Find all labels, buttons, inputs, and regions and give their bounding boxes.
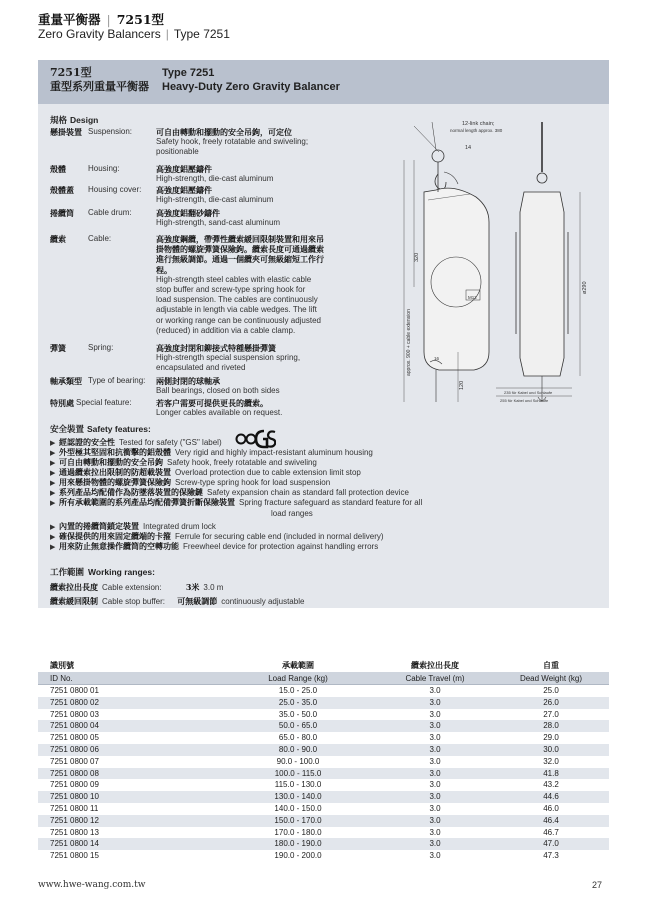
table-row [38,768,609,780]
feature-en: Screw-type spring hook for load suspension [175,478,331,487]
spec-value-cn: 高強度鋁翻砂鑄件 [156,208,220,218]
spec-value-cn: 高強度封閉和鉚接式特種懸掛彈簧 [156,343,276,353]
dim-m12: M12 [468,295,477,300]
safety-heading [50,423,151,435]
wr-label-en: Cable extension: [102,583,162,592]
spec-label-cn: 軸承類型 [50,376,82,386]
spec-label-en: Spring: [88,343,114,352]
table-cell: 7251 0800 12 [50,815,99,825]
table-cell: 7251 0800 11 [50,803,99,813]
spec-label-cn: 纜索 [50,234,66,244]
panel-header [38,60,609,104]
feature-cn: 用來懸掛物體的螺旋彈簧保險鉤 [59,477,171,487]
spec-label-en: Housing: [88,164,120,173]
bullet-arrow-icon: ▶ [50,524,56,531]
table-cell: 3.0 [429,792,441,802]
table-cell: 3.0 [429,827,441,837]
spec-value-cn: 掛物體的螺旋彈簧保險鉤。纜索長度可通過纜索 [156,244,324,255]
spec-value-en: High-strength, sand-cast aluminum [156,218,281,228]
table-cell: 41.8 [543,768,559,778]
feature-cn: 通過纜索拉出限制的防超載裝置 [59,467,171,477]
spec-label-cn: 特別處 [50,398,74,408]
front-housing [424,188,489,370]
table-cell: 7251 0800 15 [50,851,99,861]
table-row [38,803,609,815]
table-cell: 7251 0800 02 [50,697,99,707]
table-cell: 15.0 - 25.0 [278,686,318,695]
footer-url: www.hwe-wang.com.tw [38,880,146,890]
spec-value-cn: 程。 [156,264,172,275]
table-cell: 3.0 [429,709,441,719]
feature-en: Freewheel device for protection against handling errors [183,542,379,551]
spec-value [156,398,352,418]
wr-label-en: Cable stop buffer: [102,597,166,606]
feature-item [50,541,470,553]
feature-en: Overload protection due to cable extension limit stop [175,468,361,477]
spec-label-en: Suspension: [88,127,133,136]
table-row [38,744,609,756]
table-cell: 130.0 - 140.0 [274,792,322,802]
hook-eye [432,150,444,162]
table-cell: 3.0 [429,815,441,825]
table-cell: 29.0 [543,733,559,743]
spec-panel [38,60,609,608]
spec-label-cn: 捲纜筒 [50,208,74,218]
panel-header-en [162,66,340,94]
header-cn-line1: 7251型 [50,66,92,79]
table-cell: 3.0 [429,803,441,813]
table-cell: 7251 0800 08 [50,768,99,778]
table-cell: 7251 0800 04 [50,721,99,731]
table-cell: 90.0 - 100.0 [276,756,320,766]
spec-row-suspension [50,127,360,157]
spec-value-en: Safety hook, freely rotatable and swiveling; [156,137,309,147]
feature-cn: 經認證的安全性 [59,437,115,447]
spec-value-cn: 兩側封閉的球軸承 [156,376,220,386]
working-ranges-heading-en: Working ranges: [88,567,155,577]
page-number: 27 [592,880,603,890]
bullet-arrow-icon: ▶ [50,534,56,541]
spec-value-cn: 進行無級調節。通過一個纜夾可無級縮短工作行 [156,254,324,265]
table-cell: 3.0 [429,697,441,707]
spec-value-en: encapsulated and riveted [156,363,246,373]
table-cell: 7251 0800 10 [50,792,99,802]
panel-header-cn [50,66,149,94]
wr-label-cn: 纜索拉出長度 [50,582,98,592]
feature-en: Ferrule for securing cable end (included in normal delivery) [175,532,384,541]
table-cell: 27.0 [543,709,559,719]
header-cn-line2: 重型系列重量平衡器 [50,80,149,93]
dim-16: 16 [434,356,440,361]
feature-en: Spring fracture safeguard as standard feature for all [239,498,423,507]
title-model-cn: 7251型 [116,12,165,27]
table-row [38,685,609,697]
table-cell: 44.6 [543,792,559,802]
spec-value-en: High-strength, die-cast aluminum [156,174,274,184]
table-cell: 3.0 [429,839,441,849]
table-row [38,791,609,803]
feature-cn: 確保提供的用來固定纜端的卡箍 [59,531,171,541]
header-cell: 自重 [543,660,559,670]
spec-value-cn: 高強度鋁壓鑄件 [156,185,212,195]
table-header-en [38,672,609,685]
bullet-arrow-icon: ▶ [50,500,56,507]
table-cell: 43.2 [543,780,559,790]
table-cell: 150.0 - 170.0 [274,815,322,825]
safety-heading-en: Safety features: [87,424,151,434]
spec-value [156,185,352,205]
table-cell: 80.0 - 90.0 [278,744,318,754]
table-cell: 3.0 [429,721,441,731]
table-cell: 3.0 [429,851,441,861]
table-row [38,709,609,721]
table-cell: 7251 0800 05 [50,733,99,743]
spec-value [156,234,352,336]
table-cell: 32.0 [543,756,559,766]
spec-value-cn: 可自由轉動和擺動的安全吊鉤，可定位 [156,127,292,137]
table-cell: 7251 0800 14 [50,839,99,849]
dim-cable-extension: approx. 900 + cable extension [406,309,412,376]
title-separator-en: | [165,27,169,41]
bullet-arrow-icon: ▶ [50,440,56,447]
spec-value-cn: 若客户需要可提供更長的纜索。 [156,398,268,408]
table-cell: 3.0 [429,744,441,754]
spec-value-en: positionable [156,147,199,157]
working-range-row [50,596,304,607]
spec-value-en: or working range can be continuously adjusted [156,315,321,325]
table-row [38,732,609,744]
spec-value-en: load suspension. The cables are continuously [156,295,318,305]
feature-en: Tested for safety ("GS" label) [119,438,222,447]
bullet-arrow-icon: ▶ [50,544,56,551]
title-cn-text: 重量平衡器 [38,12,101,27]
table-cell: 46.4 [543,815,559,825]
table-cell: 25.0 [543,686,559,695]
spec-value [156,376,352,396]
wr-label-cn: 纜索緩回限制 [50,596,98,606]
suspension-hook [435,162,446,189]
table-row [38,779,609,791]
header-cell: Cable Travel (m) [405,674,465,683]
table-cell: 3.0 [429,768,441,778]
table-cell: 26.0 [543,697,559,707]
table-body [38,685,609,862]
table-cell: 7251 0800 09 [50,780,99,790]
design-heading [50,114,98,126]
spec-label-en: Housing cover: [88,185,142,194]
spec-value [156,208,352,228]
working-ranges-heading [50,566,155,578]
spec-value-cn: 高強度鋁壓鑄件 [156,164,212,174]
design-heading-en: Design [70,115,99,125]
feature-en: Integrated drum lock [143,522,216,531]
title-model-en: Type 7251 [173,27,230,41]
bullet-arrow-icon: ▶ [50,490,56,497]
table-row [38,697,609,709]
side-housing [520,192,564,376]
dim-290: ø290 [582,281,588,294]
bullet-arrow-icon: ▶ [50,480,56,487]
table-cell: 3.0 [429,733,441,743]
wr-value-en: 3.0 m [203,583,224,592]
feature-en: Very rigid and highly impact-resistant aluminum housing [175,448,373,457]
header-cell: 承載範圍 [282,660,314,670]
table-header-cn [38,658,609,672]
table-cell: 3.0 [429,756,441,766]
feature-cn: 可自由轉動和擺動的安全吊鉤 [59,457,163,467]
feature-cn: 外型極其堅固和抗衝擊的鋁殼體 [59,447,171,457]
table-cell: 50.0 - 65.0 [278,721,318,731]
header-en-line1: Type 7251 [162,67,215,79]
table-row [38,827,609,839]
feature-cn: 系列產品均配備作為防墜落裝置的保險鏈 [59,487,203,497]
dim-14: 14 [465,145,472,151]
spec-value-cn: 高強度鋼纜，帶彈性纜索緩回限制裝置和用來吊 [156,234,324,244]
dim-235: 235 für Kabel und Schlaufe [504,390,553,395]
feature-cn: 內置的捲纜筒鎖定裝置 [59,521,139,531]
header-cell: Dead Weight (kg) [519,674,583,683]
table-row [38,850,609,862]
page-title-en [38,27,230,41]
table-cell: 30.0 [543,744,559,754]
spec-label-en: Special feature: [76,398,132,407]
spec-label-cn: 彈簧 [50,343,66,353]
table-cell: 35.0 - 50.0 [278,709,318,719]
dim-120: 120 [459,380,465,390]
feature-en: Safety expansion chain as standard fall protection device [207,488,409,497]
header-cell: 纜索拉出長度 [411,660,459,670]
feature-cn: 所有承載範圍的系列產品均配備彈簧折斷保險裝置 [59,497,235,507]
spec-value-en: adjustable in length via cable wedges. The lift [156,305,317,315]
title-separator: | [106,12,111,27]
side-view [516,122,580,402]
wr-value-cn: 可無級調節 [177,596,218,606]
table-cell: 47.3 [543,851,559,861]
bullet-arrow-icon: ▶ [50,450,56,457]
table-cell: 25.0 - 35.0 [278,697,318,707]
spec-value [156,164,352,184]
header-en-line2: Heavy-Duty Zero Gravity Balancer [162,81,340,93]
safety-heading-cn: 安全裝置 [50,425,85,435]
spec-label-en: Cable: [88,234,112,243]
spec-label-cn: 殼體 [50,164,66,174]
page-title-cn [38,10,164,28]
table-cell: 7251 0800 06 [50,744,99,754]
spec-value-en: High-strength, die-cast aluminum [156,195,274,205]
table-cell: 46.7 [543,827,559,837]
table-row [38,815,609,827]
table-cell: 7251 0800 03 [50,709,99,719]
dim-255: 255 für Kabel und Schlaufe [500,398,549,402]
header-cell: Load Range (kg) [268,674,328,683]
table-row [38,720,609,732]
table-cell: 46.0 [543,803,559,813]
spec-label-cn: 殼體蓋 [50,185,74,195]
spec-value-en: Longer cables available on request. [156,408,283,418]
table-cell: 47.0 [543,839,559,849]
table-cell: 7251 0800 13 [50,827,99,837]
working-range-row [50,582,223,593]
model-table [38,658,609,862]
table-cell: 28.0 [543,721,559,731]
wr-value-en: continuously adjustable [221,597,305,606]
title-en-text: Zero Gravity Balancers [38,27,161,41]
chain-note-2: normal length approx. 380 [450,128,503,133]
spec-value [156,127,352,158]
wr-value-cn: 3米 [185,582,200,592]
feature-cn: 用來防止無意操作纜筒的空轉功能 [59,541,179,551]
spec-value-en: stop buffer and screw-type spring hook for [156,285,306,295]
spec-value-en: Ball bearings, closed on both sides [156,386,280,396]
table-cell: 100.0 - 115.0 [274,768,322,778]
balancer-technical-drawing [354,112,604,402]
table-cell: 7251 0800 01 [50,686,99,695]
feature-item [50,497,470,519]
bullet-arrow-icon: ▶ [50,460,56,467]
spec-value-en: (reduced) in addition via a cable clamp. [156,325,296,335]
spec-label-en: Cable drum: [88,208,132,217]
spec-value-en: High-strength special suspension spring, [156,353,301,363]
feature-en: Safety hook, freely rotatable and swiveling [167,458,317,467]
table-row [38,838,609,850]
table-cell: 180.0 - 190.0 [274,839,322,849]
table-cell: 3.0 [429,780,441,790]
chain-note-1: 12-link chain; [462,121,495,127]
table-cell: 140.0 - 150.0 [274,803,322,813]
table-row [38,756,609,768]
spec-value [156,343,352,374]
table-cell: 170.0 - 180.0 [274,827,322,837]
table-cell: 190.0 - 200.0 [274,851,322,861]
feature-en-continued: load ranges [271,509,313,518]
table-cell: 7251 0800 07 [50,756,99,766]
table-cell: 65.0 - 80.0 [278,733,318,743]
spec-label-cn: 懸掛裝置 [50,127,82,137]
spec-value-en: High-strength steel cables with elastic cable [156,274,312,284]
bullet-arrow-icon: ▶ [50,470,56,477]
working-ranges-heading-cn: 工作範圍 [50,568,85,578]
table-cell: 3.0 [429,686,441,695]
header-cell: 識別號 [50,660,74,670]
design-heading-cn: 規格 [50,116,68,126]
header-cell: ID No. [50,674,73,683]
table-cell: 115.0 - 130.0 [274,780,322,790]
dim-320: 320 [414,252,420,262]
spec-label-en: Type of bearing: [88,376,146,385]
